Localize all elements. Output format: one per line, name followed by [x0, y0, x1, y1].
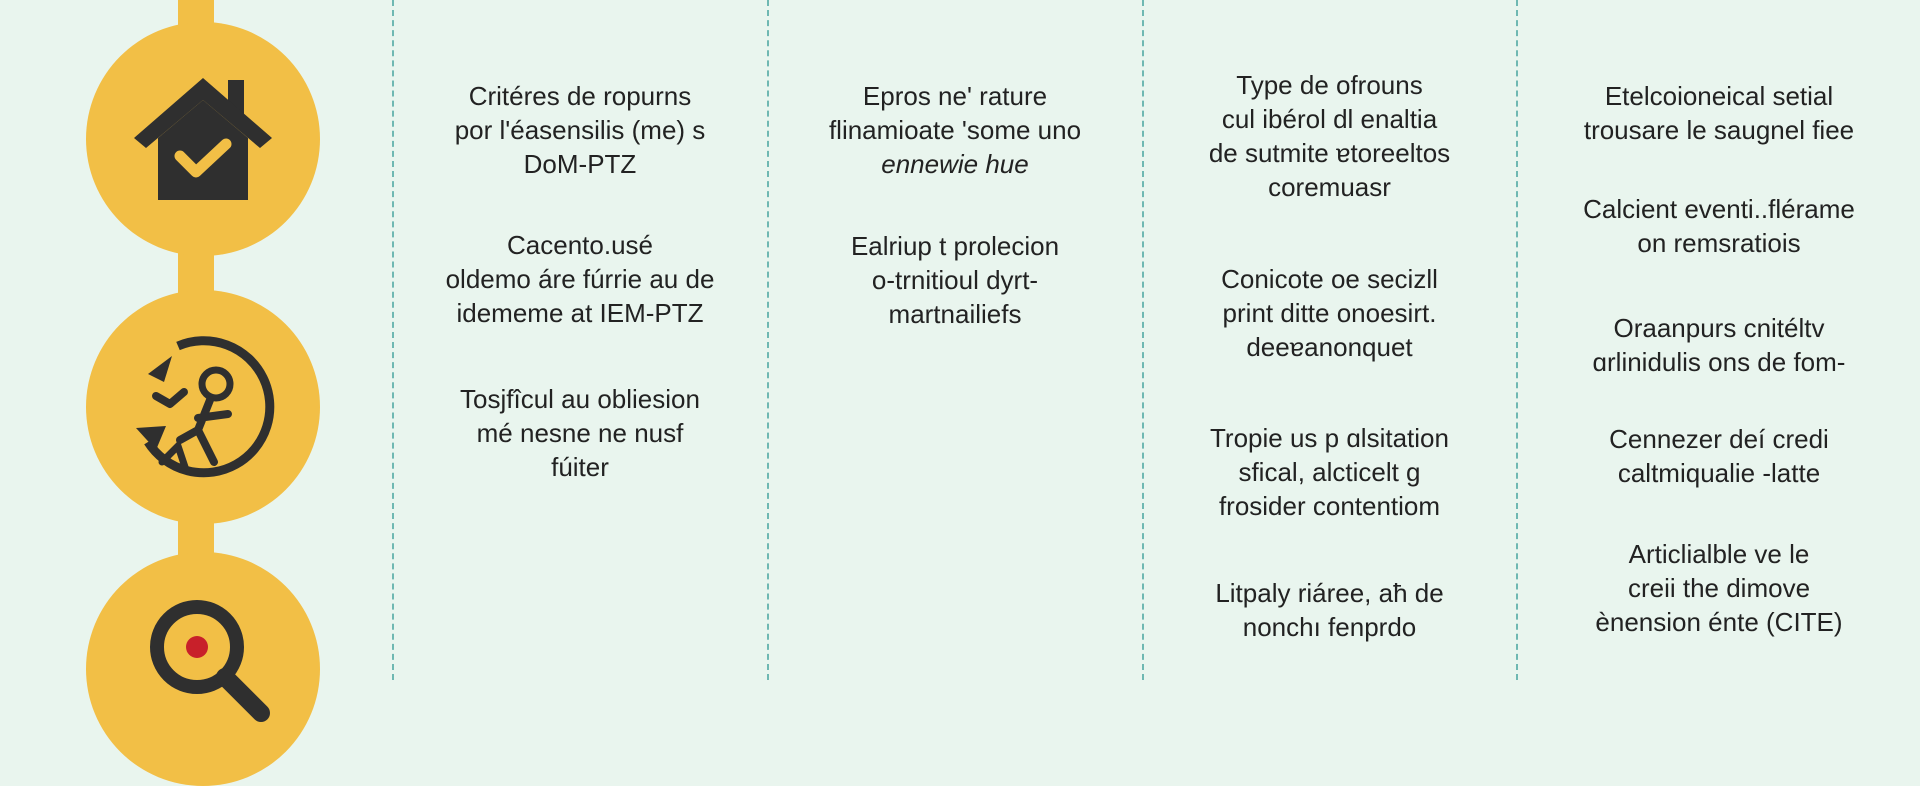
text-line: Ealriup t prolecion	[850, 231, 1060, 261]
text-line: DoM-PTZ	[523, 149, 637, 179]
text-line: o-trnitioul dyrt-	[871, 265, 1039, 295]
text-block	[1143, 421, 1516, 523]
text-line: deeɐanonquet	[1246, 332, 1413, 362]
text-line: mé nesne ne nusf	[476, 418, 684, 448]
text-line: Calcient eventi..flérame	[1583, 194, 1855, 224]
text-line: por l'éasensilis (me) s	[454, 115, 706, 145]
text-line: idememe at IEM-PTZ	[456, 298, 704, 328]
text-block	[1518, 422, 1920, 490]
text-line: on remsratiois	[1637, 228, 1801, 258]
step-circle-2	[86, 290, 320, 524]
text-line: flinamioate 'some uno	[828, 115, 1082, 145]
text-line: Tosjfîcul au obliesion	[460, 384, 700, 414]
text-line: Oraanpurs cnitéltv	[1613, 313, 1825, 343]
column-1	[393, 0, 767, 680]
text-block	[1518, 311, 1920, 379]
text-line: Litpaly riáree, aħ de	[1215, 578, 1444, 608]
step-circle-3	[86, 552, 320, 786]
text-block	[393, 228, 767, 330]
magnifier-icon	[123, 589, 283, 749]
text-line: caltmiqualie -latte	[1617, 458, 1821, 488]
text-line: Cacento.usé	[507, 230, 653, 260]
text-line: oldemo áre fúrrie au de	[445, 264, 715, 294]
text-block	[1143, 262, 1516, 364]
text-line: Conicote oe secizll	[1221, 264, 1438, 294]
text-line: ènension énte (CITE)	[1595, 607, 1843, 637]
text-block	[1143, 68, 1516, 204]
text-line: cul ibérol dl enaltia	[1221, 104, 1438, 134]
text-line: Articlialble ve le	[1628, 539, 1810, 569]
text-block	[393, 79, 767, 181]
circular-arrows-figure-icon	[118, 322, 288, 492]
text-line: Etelcoioneical setial	[1604, 81, 1834, 111]
text-line: trousare le saugnel fiee	[1583, 115, 1855, 145]
text-line: print ditte onoesirt.	[1222, 298, 1437, 328]
text-line: sfical, alcticelt g	[1238, 457, 1421, 487]
column-2	[768, 0, 1142, 680]
house-check-icon	[128, 64, 278, 214]
text-line: martnailiefs	[888, 299, 1022, 329]
text-line: nonchı fenprdo	[1242, 612, 1417, 642]
column-3	[1143, 0, 1516, 680]
text-block	[1518, 192, 1920, 260]
text-block	[393, 382, 767, 484]
text-block	[1143, 576, 1516, 644]
text-block	[1518, 537, 1920, 639]
icon-rail	[0, 0, 392, 680]
text-line: frosider contentiom	[1218, 491, 1441, 521]
text-line: ennewie hue	[881, 149, 1029, 179]
text-block	[1518, 79, 1920, 147]
step-circle-1	[86, 22, 320, 256]
text-line: de sutmite ɐtoreeltos	[1208, 138, 1451, 168]
text-line: Tropie us p ɑlsitation	[1210, 423, 1449, 453]
text-line: ɑrlinidulis ons de fom-	[1592, 347, 1846, 377]
text-block	[768, 229, 1142, 331]
text-line: Critéres de ropurns	[468, 81, 692, 111]
text-block	[768, 79, 1142, 181]
text-line: Epros ne' rature	[862, 81, 1048, 111]
text-line: fúiter	[551, 452, 609, 482]
text-line: creii the dimove	[1627, 573, 1811, 603]
text-line: Type de ofrouns	[1236, 70, 1423, 100]
column-4	[1518, 0, 1920, 680]
text-line: Cennezer deí credi	[1609, 424, 1829, 454]
text-line: coremuasr	[1268, 172, 1391, 202]
